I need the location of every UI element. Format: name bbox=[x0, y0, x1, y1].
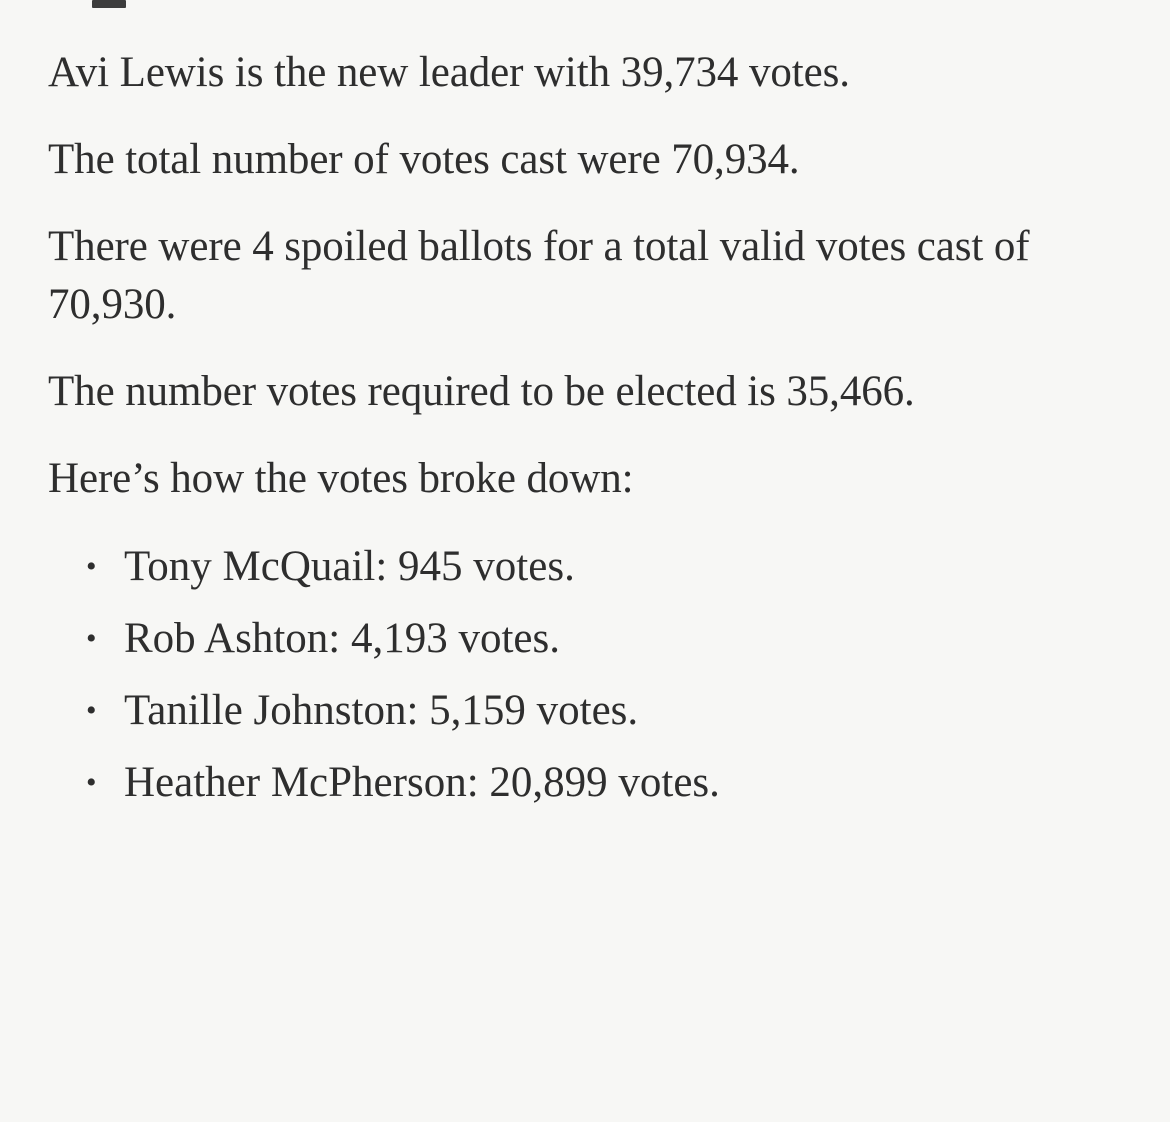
list-item: • Rob Ashton: 4,193 votes. bbox=[124, 603, 1130, 675]
list-item: • Heather McPherson: 20,899 votes. bbox=[124, 747, 1130, 819]
list-item: • Tanille Johnston: 5,159 votes. bbox=[124, 675, 1130, 747]
paragraph-breakdown-intro: Here’s how the votes broke down: bbox=[48, 454, 634, 502]
paragraph-leader-result: Avi Lewis is the new leader with 39,734 votes. bbox=[48, 49, 850, 96]
text-fragment-above bbox=[92, 0, 126, 8]
vote-breakdown-list bbox=[48, 531, 1130, 818]
paragraph-spoiled-ballots: There were 4 spoiled ballots for a total valid votes cast of 70,930. bbox=[48, 223, 1030, 328]
article-body bbox=[48, 0, 1130, 818]
paragraph-total-votes: The total number of votes cast were 70,934. bbox=[48, 136, 800, 184]
paragraph-votes-required: The number votes required to be elected is 35,466. bbox=[48, 367, 915, 415]
list-item: • Tony McQuail: 945 votes. bbox=[124, 531, 1130, 603]
